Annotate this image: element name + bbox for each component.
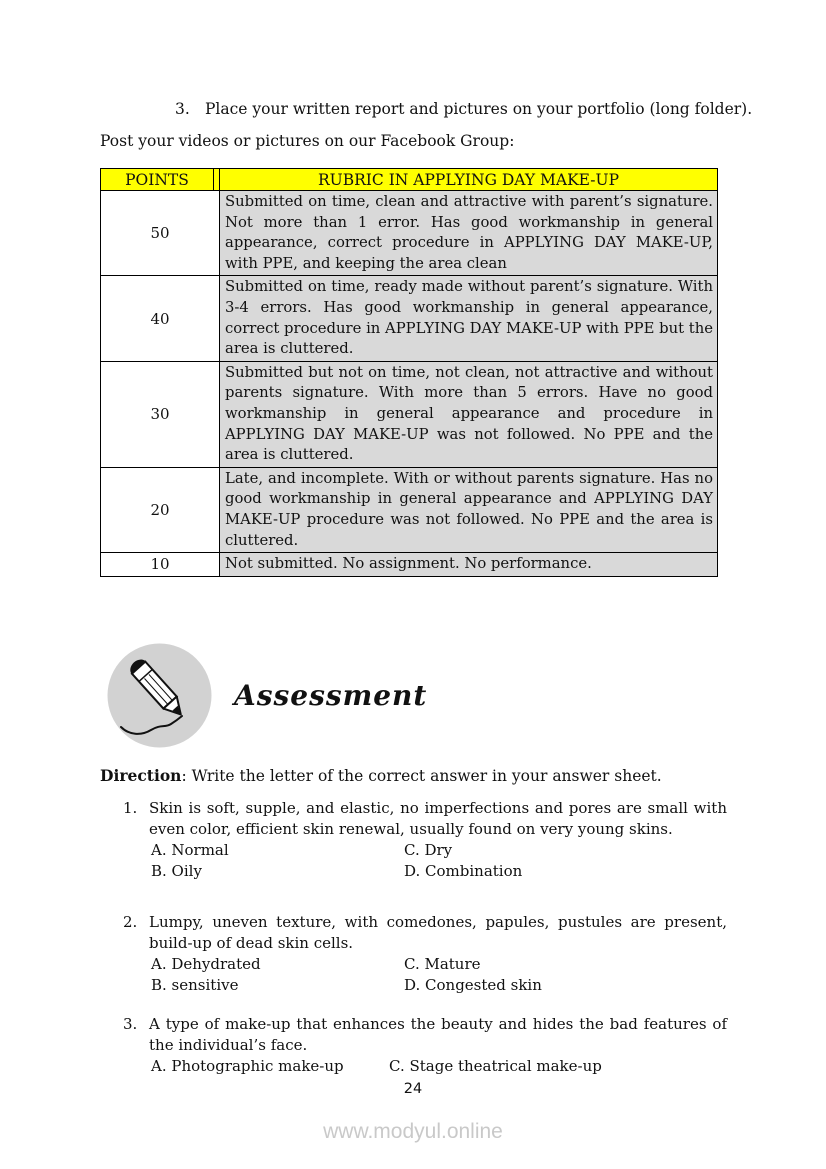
instruction-step-3 — [175, 99, 752, 120]
question-options — [149, 1056, 727, 1077]
assessment-header — [107, 643, 427, 748]
points-cell: 20 — [101, 467, 220, 552]
option-a: A. Photographic make-up — [151, 1057, 344, 1075]
option-a: A. Dehydrated — [151, 955, 261, 973]
description-cell: Submitted on time, ready made without parent’s signature. With 3-4 errors. Has good workmanship in general appearance, correct procedure in APPLYING DAY MAKE-UP with PPE but the area is cluttered. — [220, 276, 718, 361]
points-cell: 50 — [101, 191, 220, 276]
question-number: 2. — [123, 913, 138, 931]
rubric-row-30 — [101, 361, 718, 467]
step-number: 3. — [175, 100, 190, 118]
points-cell: 30 — [101, 361, 220, 467]
rubric-row-40 — [101, 276, 718, 361]
question-number: 1. — [123, 799, 138, 817]
points-cell: 40 — [101, 276, 220, 361]
direction-line — [100, 765, 662, 787]
description-cell: Late, and incomplete. With or without parents signature. Has no good workmanship in general appearance and APPLYING DAY MAKE-UP procedure was not followed. No PPE and the area is cluttered. — [220, 467, 718, 552]
option-c: C. Stage theatrical make-up — [389, 1057, 602, 1075]
rubric-row-50 — [101, 191, 718, 276]
option-c: C. Mature — [404, 955, 481, 973]
direction-text: : Write the letter of the correct answer in your answer sheet. — [181, 767, 662, 785]
pencil-icon — [107, 643, 212, 748]
rubric-header-row — [101, 169, 718, 191]
option-c: C. Dry — [404, 841, 453, 859]
description-cell: Submitted but not on time, not clean, not attractive and without parents signature. With more than 5 errors. Have no good workmanship in general appearance and procedure in APPLYING DAY MAKE-UP was not followed. No PPE and the area is cluttered. — [220, 361, 718, 467]
points-column-header: POINTS — [101, 169, 214, 191]
option-a: A. Normal — [151, 841, 229, 859]
description-cell: Submitted on time, clean and attractive with parent’s signature. Not more than 1 error. Has good workmanship in general appearance, correct procedure in APPLYING DAY MAKE-UP, with PPE, and keeping the area clean — [220, 191, 718, 276]
rubric-row-10 — [101, 553, 718, 577]
points-cell: 10 — [101, 553, 220, 577]
option-d: D. Congested skin — [404, 976, 542, 994]
facebook-post-line: Post your videos or pictures on our Facebook Group: — [100, 132, 515, 150]
question-text: Lumpy, uneven texture, with comedones, papules, pustules are present, build-up of dead skin cells. — [149, 913, 727, 952]
page-number: 24 — [403, 1081, 423, 1097]
question-options — [149, 954, 727, 996]
option-d: D. Combination — [404, 862, 523, 880]
option-b: B. sensitive — [151, 976, 239, 994]
watermark: www.modyul.online — [323, 1120, 503, 1143]
assessment-title: Assessment — [234, 679, 428, 712]
option-b: B. Oily — [151, 862, 202, 880]
question-text: A type of make-up that enhances the beauty and hides the bad features of the individual’s face. — [149, 1015, 727, 1054]
direction-label: Direction — [100, 766, 182, 785]
question-number: 3. — [123, 1015, 138, 1033]
question-options — [149, 840, 727, 882]
question-3 — [123, 1014, 727, 1077]
rubric-table — [100, 168, 718, 577]
question-1 — [123, 798, 727, 882]
question-text: Skin is soft, supple, and elastic, no imperfections and pores are small with even color, efficient skin renewal, usually found on very young skins. — [149, 799, 727, 838]
question-2 — [123, 912, 727, 996]
step-text: Place your written report and pictures on your portfolio (long folder). — [205, 100, 753, 118]
description-cell: Not submitted. No assignment. No performance. — [220, 553, 718, 577]
rubric-row-20 — [101, 467, 718, 552]
rubric-column-header: RUBRIC IN APPLYING DAY MAKE-UP — [220, 169, 718, 191]
